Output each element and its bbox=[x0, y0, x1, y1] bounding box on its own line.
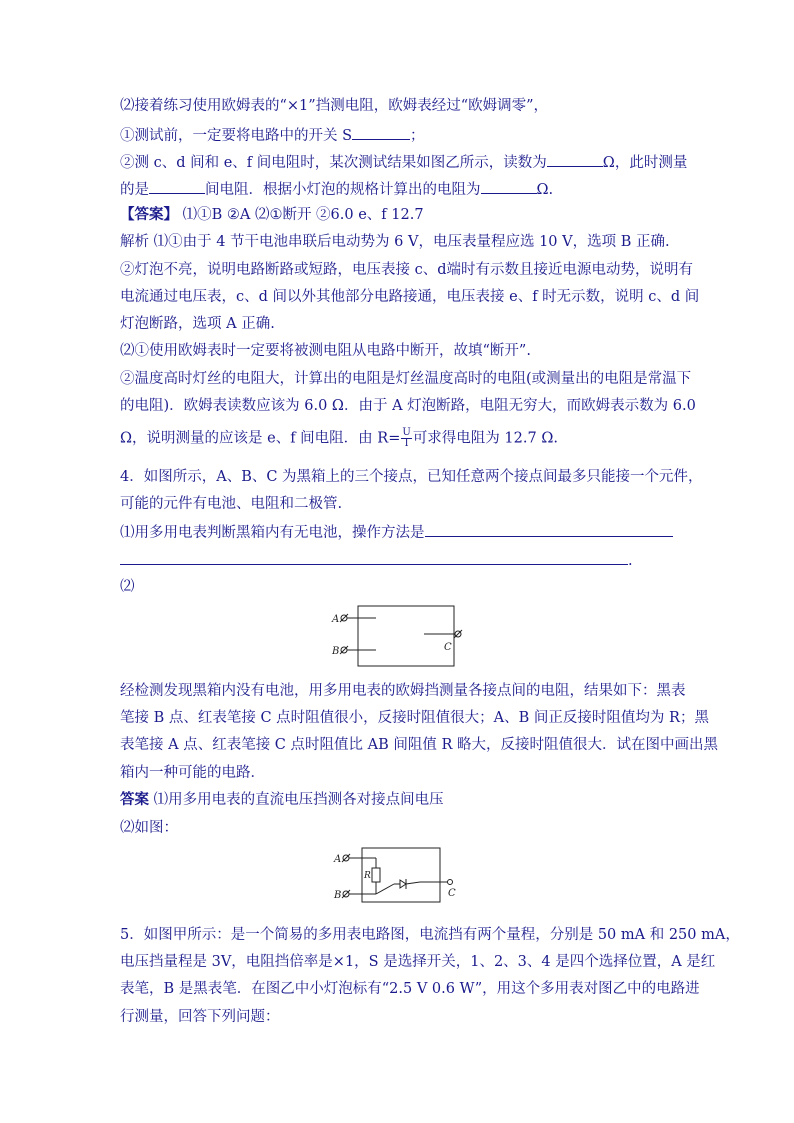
text-line-4: 的是 间电阻．根据小灯泡的规格计算出的电阻为 Ω. bbox=[120, 178, 553, 200]
label-r: R bbox=[364, 871, 371, 881]
black-box-outline bbox=[358, 606, 454, 666]
label-b: B bbox=[332, 646, 340, 657]
answer-blank-method[interactable] bbox=[425, 521, 673, 537]
answer-blank-position[interactable] bbox=[149, 178, 205, 194]
text-line-11: ②温度高时灯丝的电阻大，计算出的电阻是灯丝温度高时的电阻(或测量出的电阻是常温下 bbox=[120, 371, 692, 387]
question-5-line-3: 表笔，B 是黑表笔．在图乙中小灯泡标有“2.5 V 0.6 W”，用这个多用表对图乙中的电路进 bbox=[120, 981, 700, 997]
fraction-u-over-i: $\frac{U}{I}$ bbox=[402, 427, 411, 449]
question-4-text-1: 经检测发现黑箱内没有电池，用多用电表的欧姆挡测量各接点间的电阻，结果如下：黑表 bbox=[120, 683, 686, 699]
text-line-2: ①测试前，一定要将电路中的开关 S ； bbox=[120, 124, 425, 146]
black-box-figure bbox=[320, 596, 470, 674]
answer-blank-reading[interactable] bbox=[547, 151, 603, 167]
text-line-13: Ω，说明测量的应该是 e、f 间电阻．由 R= $\frac{U}{I}$ 可求得电阻为 12.7 Ω. bbox=[120, 427, 558, 449]
answer-blank-method-cont[interactable] bbox=[120, 549, 628, 565]
label-c: C bbox=[448, 888, 456, 899]
terminal-c bbox=[448, 880, 453, 885]
text-line-12: 的电阻)．欧姆表读数应该为 6.0 Ω．由于 A 灯泡断路，电阻无穷大，而欧姆表示数为 6.0 bbox=[120, 398, 696, 414]
text-line-6: 解析 ⑴①由于 4 节干电池串联后电动势为 6 V，电压表量程应选 10 V，选项 B 正确. bbox=[120, 234, 670, 250]
diode-symbol bbox=[400, 880, 406, 888]
text-line-9: 灯泡断路，选项 A 正确. bbox=[120, 316, 275, 332]
label-a: A bbox=[332, 614, 340, 625]
label-a: A bbox=[334, 854, 342, 865]
question-4-line-1: 4．如图所示，A、B、C 为黑箱上的三个接点，已知任意两个接点间最多只能接一个元件， bbox=[120, 469, 703, 485]
answer-4-line-1: 答案 ⑴用多用电表的直流电压挡测各对接点间电压 bbox=[120, 791, 444, 808]
question-4-text-2: 笔接 B 点、红表笔接 C 点时阻值很小，反接时阻值很大；A、B 间正反接时阻值均为 R；黑 bbox=[120, 710, 709, 726]
question-4-text-4: 箱内一种可能的电路． bbox=[120, 765, 265, 781]
answer-label: 【答案】 bbox=[120, 206, 178, 223]
question-4-line-2: 可能的元件有电池、电阻和二极管. bbox=[120, 496, 343, 512]
answer-line: 【答案】 ⑴①B ②A ⑵①断开 ②6.0 e、f 12.7 bbox=[120, 206, 424, 223]
text-line-7: ②灯泡不亮，说明电路断路或短路，电压表接 c、d端时有示数且接近电源电动势，说明有 bbox=[120, 262, 694, 278]
question-4-blank-line: . bbox=[120, 549, 633, 571]
question-4-text-3: 表笔接 A 点、红表笔接 C 点时阻值比 AB 间阻值 R 略大，反接时阻值很大．试在图中画出黑 bbox=[120, 737, 718, 753]
question-4-part-1: ⑴用多用电表判断黑箱内有无电池，操作方法是 bbox=[120, 521, 673, 543]
text-line-3: ②测 c、d 间和 e、f 间电阻时，某次测试结果如图乙所示，读数为 Ω，此时测量 bbox=[120, 151, 687, 173]
label-c: C bbox=[444, 642, 452, 653]
answer-blank-switch[interactable] bbox=[352, 124, 410, 140]
question-5-line-1: 5．如图甲所示：是一个简易的多用表电路图，电流挡有两个量程，分别是 50 mA 和 250 mA， bbox=[120, 927, 740, 943]
question-5-line-2: 电压挡量程是 3V，电阻挡倍率是×1，S 是选择开关，1、2、3、4 是四个选择位置，A 是红 bbox=[120, 954, 716, 970]
question-4-part-2: ⑵ bbox=[120, 579, 135, 595]
answer-4-line-2: ⑵如图： bbox=[120, 820, 178, 836]
resistor-symbol bbox=[372, 868, 380, 882]
answer-blank-resistance[interactable] bbox=[481, 178, 537, 194]
black-box-answer-figure bbox=[328, 844, 468, 906]
text-line-8: 电流通过电压表，c、d 间以外其他部分电路接通，电压表接 e、f 时无示数，说明 c、d 间 bbox=[120, 289, 700, 305]
label-b: B bbox=[334, 890, 342, 901]
question-5-line-4: 行测量，回答下列问题： bbox=[120, 1009, 280, 1025]
text-line-10: ⑵①使用欧姆表时一定要将被测电阻从电路中断开，故填“断开”. bbox=[120, 343, 531, 359]
answer-4-label: 答案 bbox=[120, 791, 149, 808]
text-line-1: ⑵接着练习使用欧姆表的“×1”挡测电阻，欧姆表经过“欧姆调零”， bbox=[120, 98, 549, 114]
